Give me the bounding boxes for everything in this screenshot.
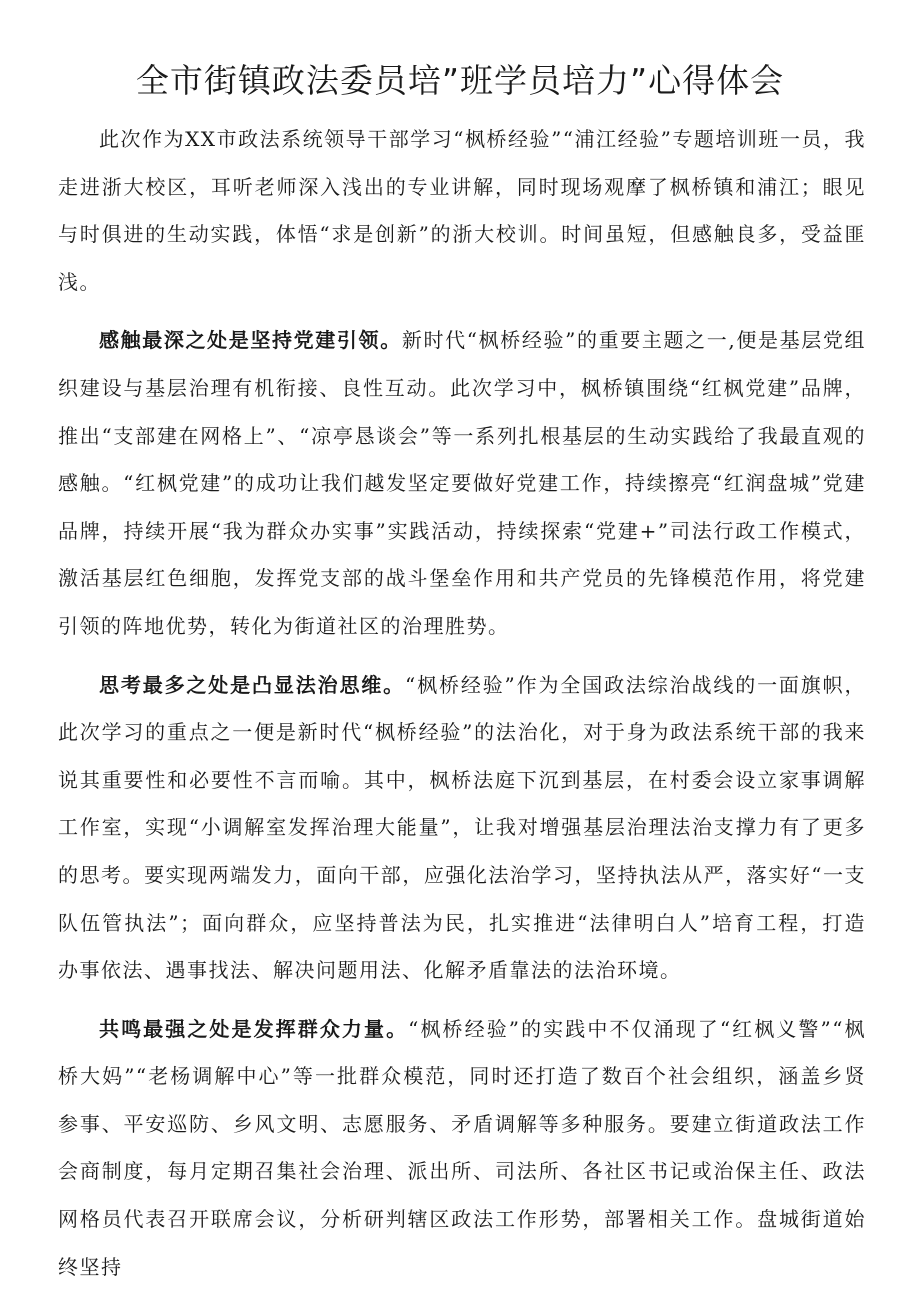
section-text-party-building: 新时代“枫桥经验”的重要主题之一,便是基层党组织建设与基层治理有机衔接、良性互动。此次学习中，枫桥镇围绕“红枫党建”品牌，推出“支部建在网格上”、“凉亭恳谈会”等一系列扎根基层的生动实践给了我最直观的感触。“红枫党建”的成功让我们越发坚定要做好党建工作，持续擦亮“红润盘城”党建品牌，持续开展“我为群众办实事”实践活动，持续探索“党建+”司法行政工作模式，激活基层红色细胞，发挥党支部的战斗堡垒作用和共产党员的先锋模范作用，将党建引领的阵地优势，转化为街道社区的治理胜势。 [58,328,866,638]
document-title: 全市街镇政法委员培”班学员培力”心得体会 [135,61,785,100]
section-text-mass-power: “枫桥经验”的实践中不仅涌现了“红枫义警”“枫桥大妈”“老杨调解中心”等一批群众模范，同时还打造了数百个社会组织，涵盖乡贤参事、平安巡防、乡风文明、志愿服务、矛盾调解等多种服务。要建立街道政法工作会商制度，每月定期召集社会治理、派出所、司法所、各社区书记或治保主任、政法网格员代表召开联席会议，分析研判辖区政法工作形势，部署相关工作。盘城街道始终坚持 [58,1016,867,1279]
section-paragraph-party-building [58,317,866,650]
document-body [58,116,866,1301]
section-lead-rule-of-law: 思考最多之处是凸显法治思维。 [99,672,406,697]
intro-paragraph: 此次作为XX市政法系统领导干部学习“枫桥经验”“浦江经验”专题培训班一员，我走进浙大校区，耳听老师深入浅出的专业讲解，同时现场观摩了枫桥镇和浦江；眼见与时俱进的生动实践，体悟“求是创新”的浙大校训。时间虽短，但感触良多，受益匪浅。 [58,127,866,294]
section-text-rule-of-law: “枫桥经验”作为全国政法综治战线的一面旗帜，此次学习的重点之一便是新时代“枫桥经验”的法治化，对于身为政法系统干部的我来说其重要性和必要性不言而喻。其中，枫桥法庭下沉到基层，在村委会设立家事调解工作室，实现“小调解室发挥治理大能量”，让我对增强基层治理法治支撑力有了更多的思考。要实现两端发力，面向干部，应强化法治学习，坚持执法从严，落实好“一支队伍管执法”；面向群众，应坚持普法为民，扎实推进“法律明白人”培育工程，打造办事依法、遇事找法、解决问题用法、化解矛盾靠法的法治环境。 [58,672,867,983]
section-lead-mass-power: 共鸣最强之处是发挥群众力量。 [99,1016,409,1041]
section-paragraph-mass-power [58,1006,866,1292]
section-paragraph-rule-of-law [58,662,866,995]
section-lead-party-building: 感触最深之处是坚持党建引领。 [99,328,402,353]
